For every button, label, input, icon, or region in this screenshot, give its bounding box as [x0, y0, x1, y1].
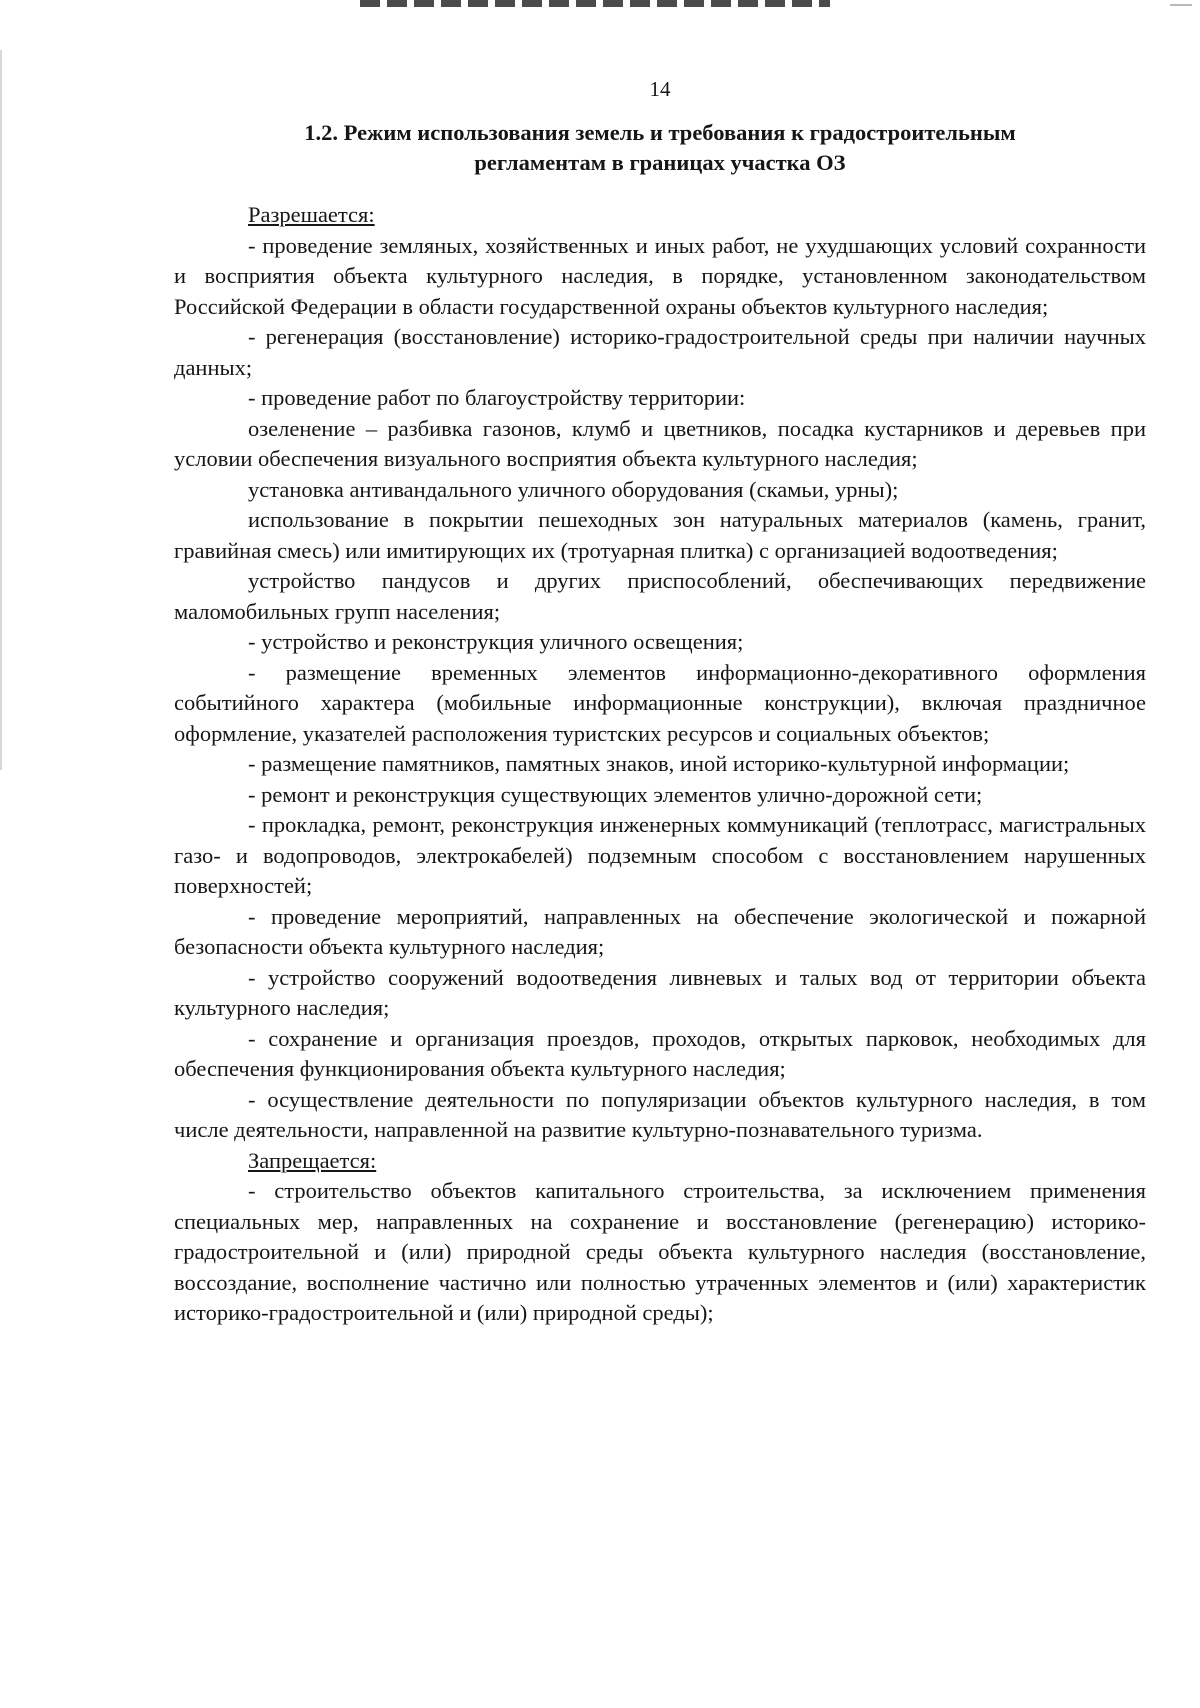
scan-artifact-left-edge — [0, 50, 2, 770]
allowed-item: - проведение мероприятий, направленных на обеспечение экологической и пожарной безопасности объекта культурного наследия; — [174, 903, 1146, 959]
allowed-item: - устройство и реконструкция уличного освещения; — [248, 629, 744, 654]
section-title-line-1: 1.2. Режим использования земель и требования к градостроительным — [304, 120, 1016, 145]
allowed-item: - ремонт и реконструкция существующих элементов улично-дорожной сети; — [248, 781, 983, 807]
section-title-line-2: регламентам в границах участка ОЗ — [474, 150, 846, 175]
allowed-item: - сохранение и организация проездов, проходов, открытых парковок, необходимых для обеспечения функционирования объекта культурного наследия; — [174, 1025, 1146, 1081]
allowed-item: - размещение временных элементов информационно-декоративного оформления событийного характера (мобильные информационные конструкции), включая праздничное оформление, указателей расположения туристских ресурсов и социальных объектов; — [174, 659, 1146, 746]
allowed-item: - размещение памятников, памятных знаков, иной историко-культурной информации; — [248, 751, 1070, 776]
allowed-subitem: установка антивандального уличного оборудования (скамьи, урны); — [248, 476, 899, 502]
allowed-item: - устройство сооружений водоотведения ливневых и талых вод от территории объекта культурного наследия; — [174, 964, 1146, 1020]
allowed-heading: Разрешается: — [248, 202, 375, 227]
allowed-item: - осуществление деятельности по популяризации объектов культурного наследия, в том числе деятельности, направленной на развитие культурно-познавательного туризма. — [174, 1086, 1146, 1142]
prohibited-heading: Запрещается: — [248, 1147, 377, 1173]
allowed-item: - прокладка, ремонт, реконструкция инженерных коммуникаций (теплотрасс, магистральных газо- и водопроводов, электрокабелей) подземным способом с восстановлением нарушенных поверхностей; — [174, 812, 1146, 898]
allowed-subitem: озеленение – разбивка газонов, клумб и цветников, посадка кустарников и деревьев при условии обеспечения визуального восприятия объекта культурного наследия; — [174, 415, 1146, 471]
prohibited-item: - строительство объектов капитального строительства, за исключением применения специальных мер, направленных на сохранение и восстановление (регенерацию) историко-градостроительной и (или) природной среды объекта культурного наследия (восстановление, воссоздание, восполнение частично или полностью утраченных элементов и (или) характеристик историко-градостроительной и (или) природной среды); — [174, 1178, 1146, 1325]
document-page — [174, 74, 1146, 1329]
scan-artifact-top — [360, 0, 830, 7]
section-title — [174, 118, 1146, 178]
allowed-item: - проведение земляных, хозяйственных и иных работ, не ухудшающих условий сохранности и восприятия объекта культурного наследия, в порядке, установленном законодательством Российской Федерации в области государственной охраны объектов культурного наследия; — [174, 232, 1146, 319]
allowed-item: - проведение работ по благоустройству территории: — [248, 385, 746, 410]
allowed-subitem: устройство пандусов и других приспособлений, обеспечивающих передвижение маломобильных групп населения; — [174, 568, 1146, 624]
allowed-item: - регенерация (восстановление) историко-градостроительной среды при наличии научных данных; — [174, 324, 1146, 380]
scan-artifact-top-right — [1170, 4, 1192, 6]
page-number: 14 — [649, 77, 671, 101]
allowed-subitem: использование в покрытии пешеходных зон натуральных материалов (камень, гранит, гравийная смесь) или имитирующих их (тротуарная плитка) с организацией водоотведения; — [174, 507, 1146, 563]
